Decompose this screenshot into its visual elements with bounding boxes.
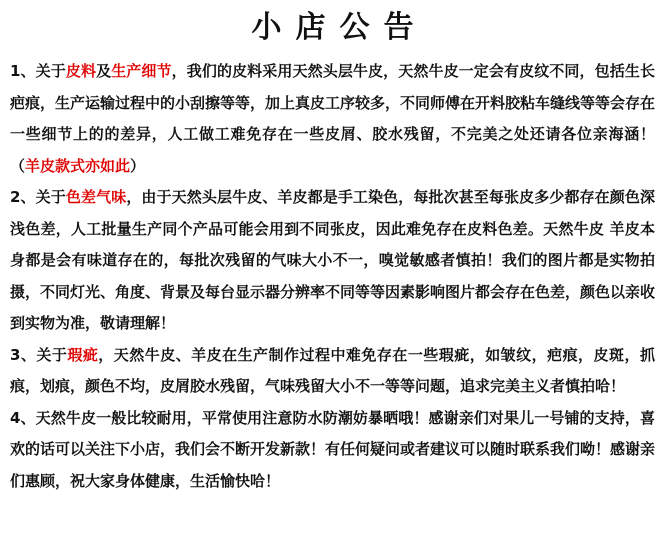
item-index: 3、 <box>10 345 37 364</box>
item-index: 1、 <box>10 62 36 80</box>
note-open-paren: （ <box>10 156 26 175</box>
notice-item-flaws <box>10 340 655 403</box>
notice-item-color-odor <box>10 182 655 340</box>
notice-item-materials <box>10 56 655 182</box>
highlight-flaws: 瑕疵 <box>67 345 99 364</box>
item-lead: 关于 <box>35 188 66 206</box>
item-index: 2、 <box>10 188 36 206</box>
note-close-paren: ） <box>130 156 146 175</box>
highlight-sheepskin-note: 羊皮款式亦如此 <box>25 156 131 175</box>
item-body: ，我们的皮料采用天然头层牛皮，天然牛皮一定会有皮纹不同，包括生长疤痕，生产运输过程中的小刮擦等等，加上真皮工序较多，不同师傅在开料胶粘车缝线等等会存在一些细节上的的差异，人工做工难免存在一些皮屑、胶水残留，不完美之处还请各位亲海涵！ <box>10 62 656 143</box>
item-body: ，天然牛皮、羊皮在生产制作过程中难免存在一些瑕疵，如皱纹，疤痕，皮斑，抓痕，划痕，颜色不均，皮屑胶水残留，气味残留大小不一等等问题，追求完美主义者慎拍哈！ <box>10 345 655 395</box>
notice-item-care-thanks <box>10 403 655 498</box>
item-lead: 关于 <box>36 345 68 364</box>
page-title: 小店公告 <box>251 10 428 45</box>
item-conjunction: 及 <box>96 62 112 80</box>
item-body: 天然牛皮一般比较耐用，平常使用注意防水防潮妨暴晒哦！感谢亲们对果儿一号铺的支持，喜欢的话可以关注下小店，我们会不断开发新款！有任何疑问或者建议可以随时联系我们呦！感谢亲们惠顾，祝大家身体健康，生活愉快哈！ <box>10 408 656 490</box>
highlight-materials: 皮料 <box>65 62 97 80</box>
item-body: ，由于天然头层牛皮、羊皮都是手工染色，每批次甚至每张皮多少都存在颜色深浅色差，人工批量生产同个产品可能会用到不同张皮，因此难免存在皮料色差。天然牛皮 羊皮本身都是会有味道存在的，每批次残留的气味大小不一，嗅觉敏感者慎拍！我们的图片都是实物拍摄，不同灯光、角度、背景及每台显示器分辨率不同等等因素影响图片都会存在色差，颜色以亲收到实物为准，敬请理解！ <box>10 188 656 332</box>
item-lead: 关于 <box>35 62 66 80</box>
highlight-production-details: 生产细节 <box>111 62 172 80</box>
highlight-color-odor: 色差气味 <box>65 188 127 206</box>
item-index: 4、 <box>10 408 36 427</box>
